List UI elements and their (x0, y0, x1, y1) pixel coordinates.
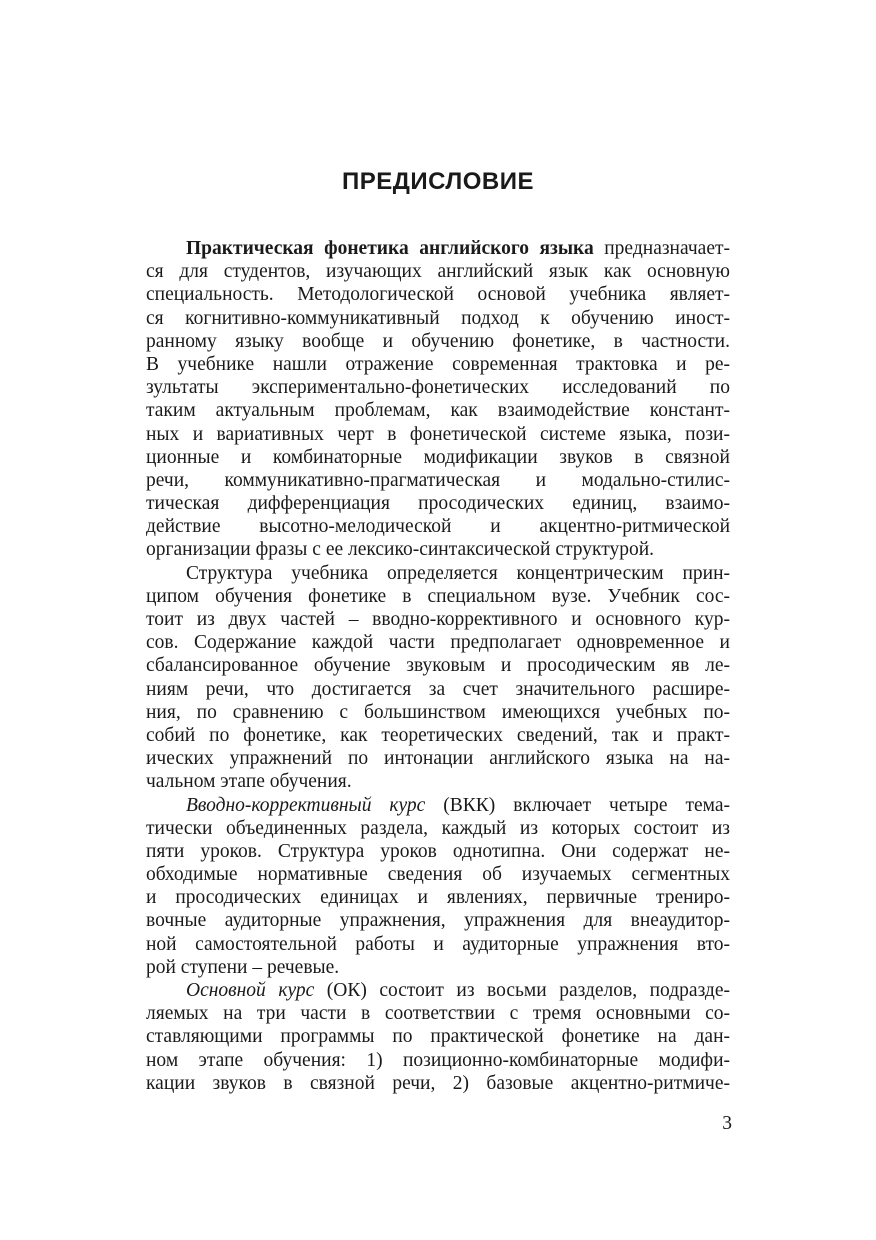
text-line (146, 863, 730, 886)
text-run: предназначает- (593, 238, 730, 259)
text-line (146, 608, 730, 631)
text-run: действие высотно-мелодической и акцентно-ритмической (146, 516, 730, 538)
text-run: специальность. Методологической основой учебника являет- (146, 284, 730, 306)
text-run: ранному языку вообще и обучению фонетике, в частности. (146, 330, 730, 352)
text-run: Структура учебника определяется концентрическим прин- (186, 562, 730, 584)
text-run: зультаты экспериментально-фонетических исследований по (146, 377, 730, 399)
page-title: ПРЕДИСЛОВИЕ (342, 168, 534, 195)
paragraph (146, 979, 730, 1095)
text-line (146, 283, 730, 306)
text-line (146, 1002, 730, 1025)
text-line (146, 260, 730, 283)
text-line (146, 933, 730, 956)
text-line (146, 840, 730, 863)
text-line (146, 817, 730, 840)
text-line (146, 515, 730, 538)
text-line (146, 724, 730, 747)
italic-text-run: Вводно-коррективный курс (186, 794, 426, 816)
text-line (146, 1072, 730, 1095)
text-run: обходимые нормативные сведения об изучаемых сегментных (146, 864, 730, 886)
text-run: ных и вариативных черт в фонетической системе языка, пози- (146, 423, 730, 445)
text-run: тически объединенных раздела, каждый из которых состоит из (146, 817, 730, 839)
text-line (146, 770, 730, 793)
paragraph (146, 237, 730, 562)
body-text (146, 237, 730, 1095)
text-line (146, 307, 730, 330)
text-run: ционные и комбинаторные модификации звуков в связной (146, 446, 730, 468)
text-run: ся когнитивно-коммуникативный подход к обучению иност- (146, 307, 730, 329)
text-line (146, 979, 730, 1002)
text-line (146, 909, 730, 932)
text-line (146, 1025, 730, 1048)
text-line (146, 538, 730, 561)
text-run: ципом обучения фонетике в специальном вузе. Учебник сос- (146, 585, 730, 607)
text-run: (ОК) состоит из восьми разделов, подразде- (314, 980, 730, 1001)
text-run: ставляющими программы по практической фонетике на дан- (146, 1026, 730, 1048)
paragraph (146, 562, 730, 794)
text-run: и просодических единицах и явлениях, первичные трениро- (146, 887, 730, 909)
text-run: кации звуков в связной речи, 2) базовые акцентно-ритмиче- (146, 1072, 730, 1094)
text-line (146, 631, 730, 654)
text-run: пяти уроков. Структура уроков однотипна. Они содержат не- (146, 840, 730, 862)
bold-text-run: Практическая фонетика английского языка (186, 238, 594, 259)
text-line (146, 701, 730, 724)
text-run: таким актуальным проблемам, как взаимодействие констант- (146, 400, 730, 422)
page-number: 3 (722, 1113, 732, 1134)
text-run: ном этапе обучения: 1) позиционно-комбинаторные модифи- (146, 1049, 730, 1071)
text-line (146, 353, 730, 376)
text-line (146, 747, 730, 770)
text-line (146, 237, 730, 260)
text-run: ной самостоятельной работы и аудиторные упражнения вто- (146, 933, 730, 955)
italic-text-run: Основной курс (186, 980, 315, 1001)
text-run: тическая дифференциация просодических единиц, взаимо- (146, 493, 730, 515)
text-run: вочные аудиторные упражнения, упражнения для внеаудитор- (146, 910, 730, 932)
text-line (146, 886, 730, 909)
text-run: организации фразы с ее лексико-синтаксической структурой. (146, 539, 655, 561)
text-run: собий по фонетике, как теоретических сведений, так и практ- (146, 724, 730, 746)
text-line (146, 678, 730, 701)
text-line (146, 562, 730, 585)
text-run: сбалансированное обучение звуковым и просодическим яв ле- (146, 655, 730, 677)
text-run: ся для студентов, изучающих английский язык как основную (146, 261, 730, 283)
text-run: чальном этапе обучения. (146, 771, 352, 793)
text-line (146, 330, 730, 353)
text-run: В учебнике нашли отражение современная трактовка и ре- (146, 353, 730, 375)
text-run: (ВКК) включает четыре тема- (425, 794, 730, 816)
text-line (146, 1049, 730, 1072)
text-run: ниям речи, что достигается за счет значительного расшире- (146, 678, 730, 700)
text-line (146, 956, 730, 979)
text-run: рой ступени – речевые. (146, 956, 340, 978)
text-line (146, 654, 730, 677)
text-line (146, 399, 730, 422)
text-run: ния, по сравнению с большинством имеющихся учебных по- (146, 701, 730, 723)
text-line (146, 492, 730, 515)
text-line (146, 585, 730, 608)
text-line (146, 376, 730, 399)
text-run: ляемых на три части в соответствии с тремя основными со- (146, 1003, 730, 1025)
text-line (146, 794, 730, 817)
text-line (146, 423, 730, 446)
text-run: ических упражнений по интонации английского языка на на- (146, 748, 730, 770)
text-run: тоит из двух частей – вводно-коррективного и основного кур- (146, 609, 730, 630)
text-run: сов. Содержание каждой части предполагает одновременное и (146, 632, 730, 654)
text-run: речи, коммуникативно-прагматическая и модально-стилис- (146, 469, 730, 491)
text-line (146, 446, 730, 469)
text-line (146, 469, 730, 492)
paragraph (146, 794, 730, 980)
